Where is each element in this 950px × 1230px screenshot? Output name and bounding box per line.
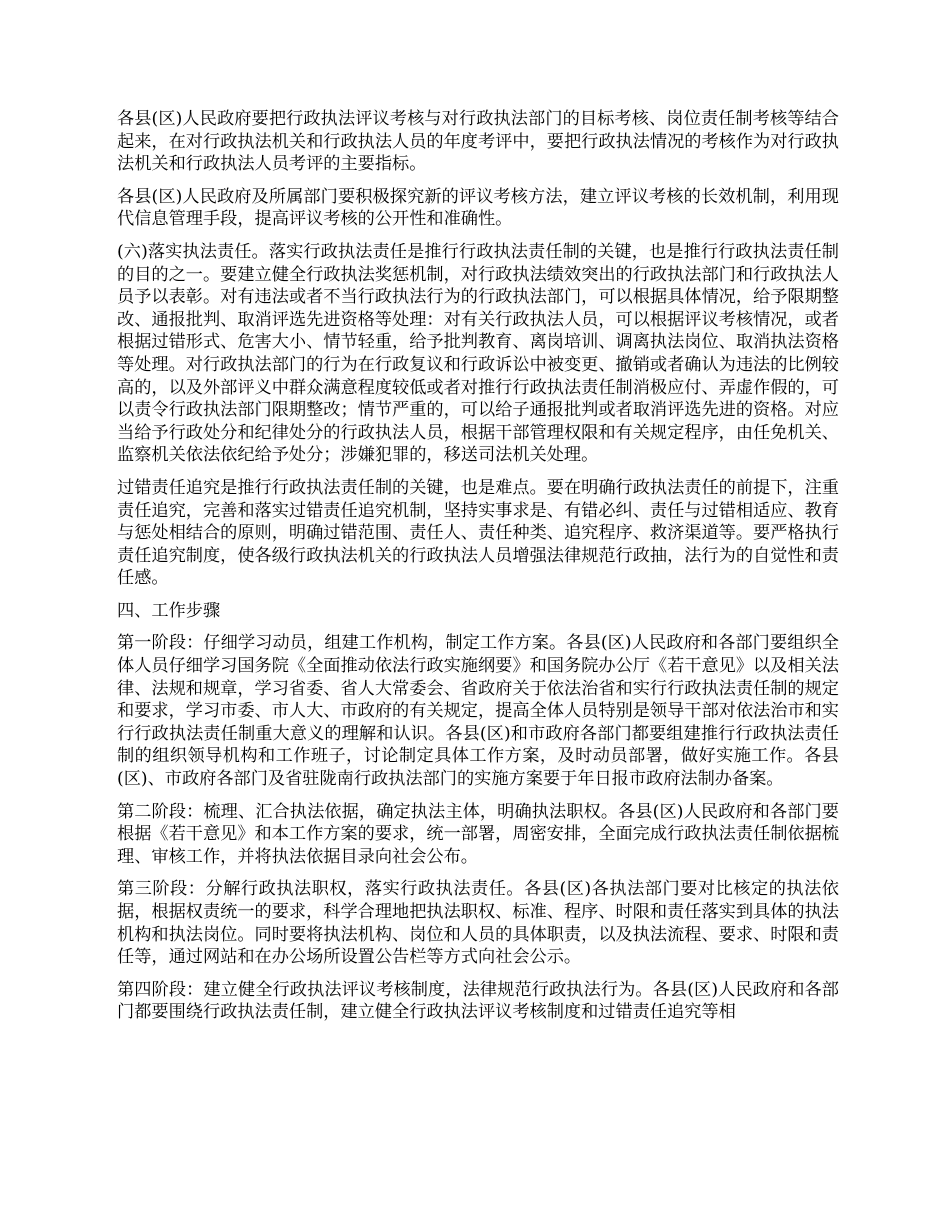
paragraph-stage-four: 第四阶段：建立健全行政执法评议考核制度，法律规范行政执法行为。各县(区)人民政府和各部门都要围绕行政执法责任制，建立健全行政执法评议考核制度和过错责任追究等相 bbox=[117, 979, 839, 1023]
paragraph-evaluation-methods: 各县(区)人民政府及所属部门要积极探究新的评议考核方法，建立评议考核的长效机制，利用现代信息管理手段，提高评议考核的公开性和准确性。 bbox=[117, 186, 839, 230]
paragraph-stage-two: 第二阶段：梳理、汇合执法依据，确定执法主体，明确执法职权。各县(区)人民政府和各部门要根据《若干意见》和本工作方案的要求，统一部署，周密安排，全面完成行政执法责任制依据梳理、审核工作，并将执法依据目录向社会公布。 bbox=[117, 801, 839, 867]
section-heading-work-steps: 四、工作步骤 bbox=[117, 600, 221, 621]
paragraph-implement-responsibility: (六)落实执法责任。落实行政执法责任是推行行政执法责任制的关键，也是推行行政执法责任制的目的之一。要建立健全行政执法奖惩机制，对行政执法绩效突出的行政执法部门和行政执法人员予以表彰。对有违法或者不当行政执法行为的行政执法部门，可以根据具体情况，给予限期整改、通报批判、取消评选先进资格等处理：对有关行政执法人员，可以根据评议考核情况，或者根据过错形式、危害大小、情节轻重，给予批判教育、离岗培训、调离执法岗位、取消执法资格等处理。对行政执法部门的行为在行政复议和行政诉讼中被变更、撤销或者确认为违法的比例较高的，以及外部评义中群众满意程度较低或者对推行行政执法责任制消极应付、弄虚作假的，可以责令行政执法部门限期整改；情节严重的，可以给子通报批判或者取消评选先进的资格。对应当给予行政处分和纪律处分的行政执法人员，根据干部管理权限和有关规定程序，由任免机关、监察机关依法依纪给予处分；涉嫌犯罪的，移送司法机关处理。 bbox=[117, 241, 839, 466]
paragraph-evaluation-integration: 各县(区)人民政府要把行政执法评议考核与对行政执法部门的目标考核、岗位责任制考核等结合起来，在对行政执法机关和行政执法人员的年度考评中，要把行政执法情况的考核作为对行政执法机关和行政执法人员考评的主要指标。 bbox=[117, 109, 839, 175]
paragraph-stage-one: 第一阶段：仔细学习动员，组建工作机构，制定工作方案。各县(区)人民政府和各部门要组织全体人员仔细学习国务院《全面推动依法行政实施纲要》和国务院办公厅《若干意见》以及相关法律、法规和规章，学习省委、省人大常委会、省政府关于依法治省和实行行政执法责任制的规定和要求，学习市委、市人大、市政府的有关规定，提高全体人员特别是领导干部对依法治市和实行行政执法责任制重大意义的理解和认识。各县(区)和市政府各部门都要组建推行行政执法责任制的组织领导机构和工作班子，讨论制定具体工作方案，及时动员部署，做好实施工作。各县(区)、市政府各部门及省驻陇南行政执法部门的实施方案要于年日报市政府法制办备案。 bbox=[117, 633, 839, 790]
paragraph-stage-three: 第三阶段：分解行政执法职权，落实行政执法责任。各县(区)各执法部门要对比核定的执法依据，根据权责统一的要求，科学合理地把执法职权、标准、程序、时限和责任落实到具体的执法机构和执法岗位。同时要将执法机构、岗位和人员的具体职责，以及执法流程、要求、时限和责任等，通过网站和在办公场所设置公告栏等方式向社会公示。 bbox=[117, 879, 839, 968]
paragraph-fault-accountability: 过错责任追究是推行行政执法责任制的关键，也是难点。要在明确行政执法责任的前提下，注重责任追究，完善和落实过错责任追究机制，坚持实事求是、有错必纠、责任与过错相适应、教育与惩处相结合的原则，明确过错范围、责任人、责任种类、追究程序、救济渠道等。要严格执行责任追究制度，使各级行政执法机关的行政执法人员增强法律规范行政抽，法行为的自觉性和责任感。 bbox=[117, 477, 839, 589]
document-page bbox=[117, 108, 839, 1034]
